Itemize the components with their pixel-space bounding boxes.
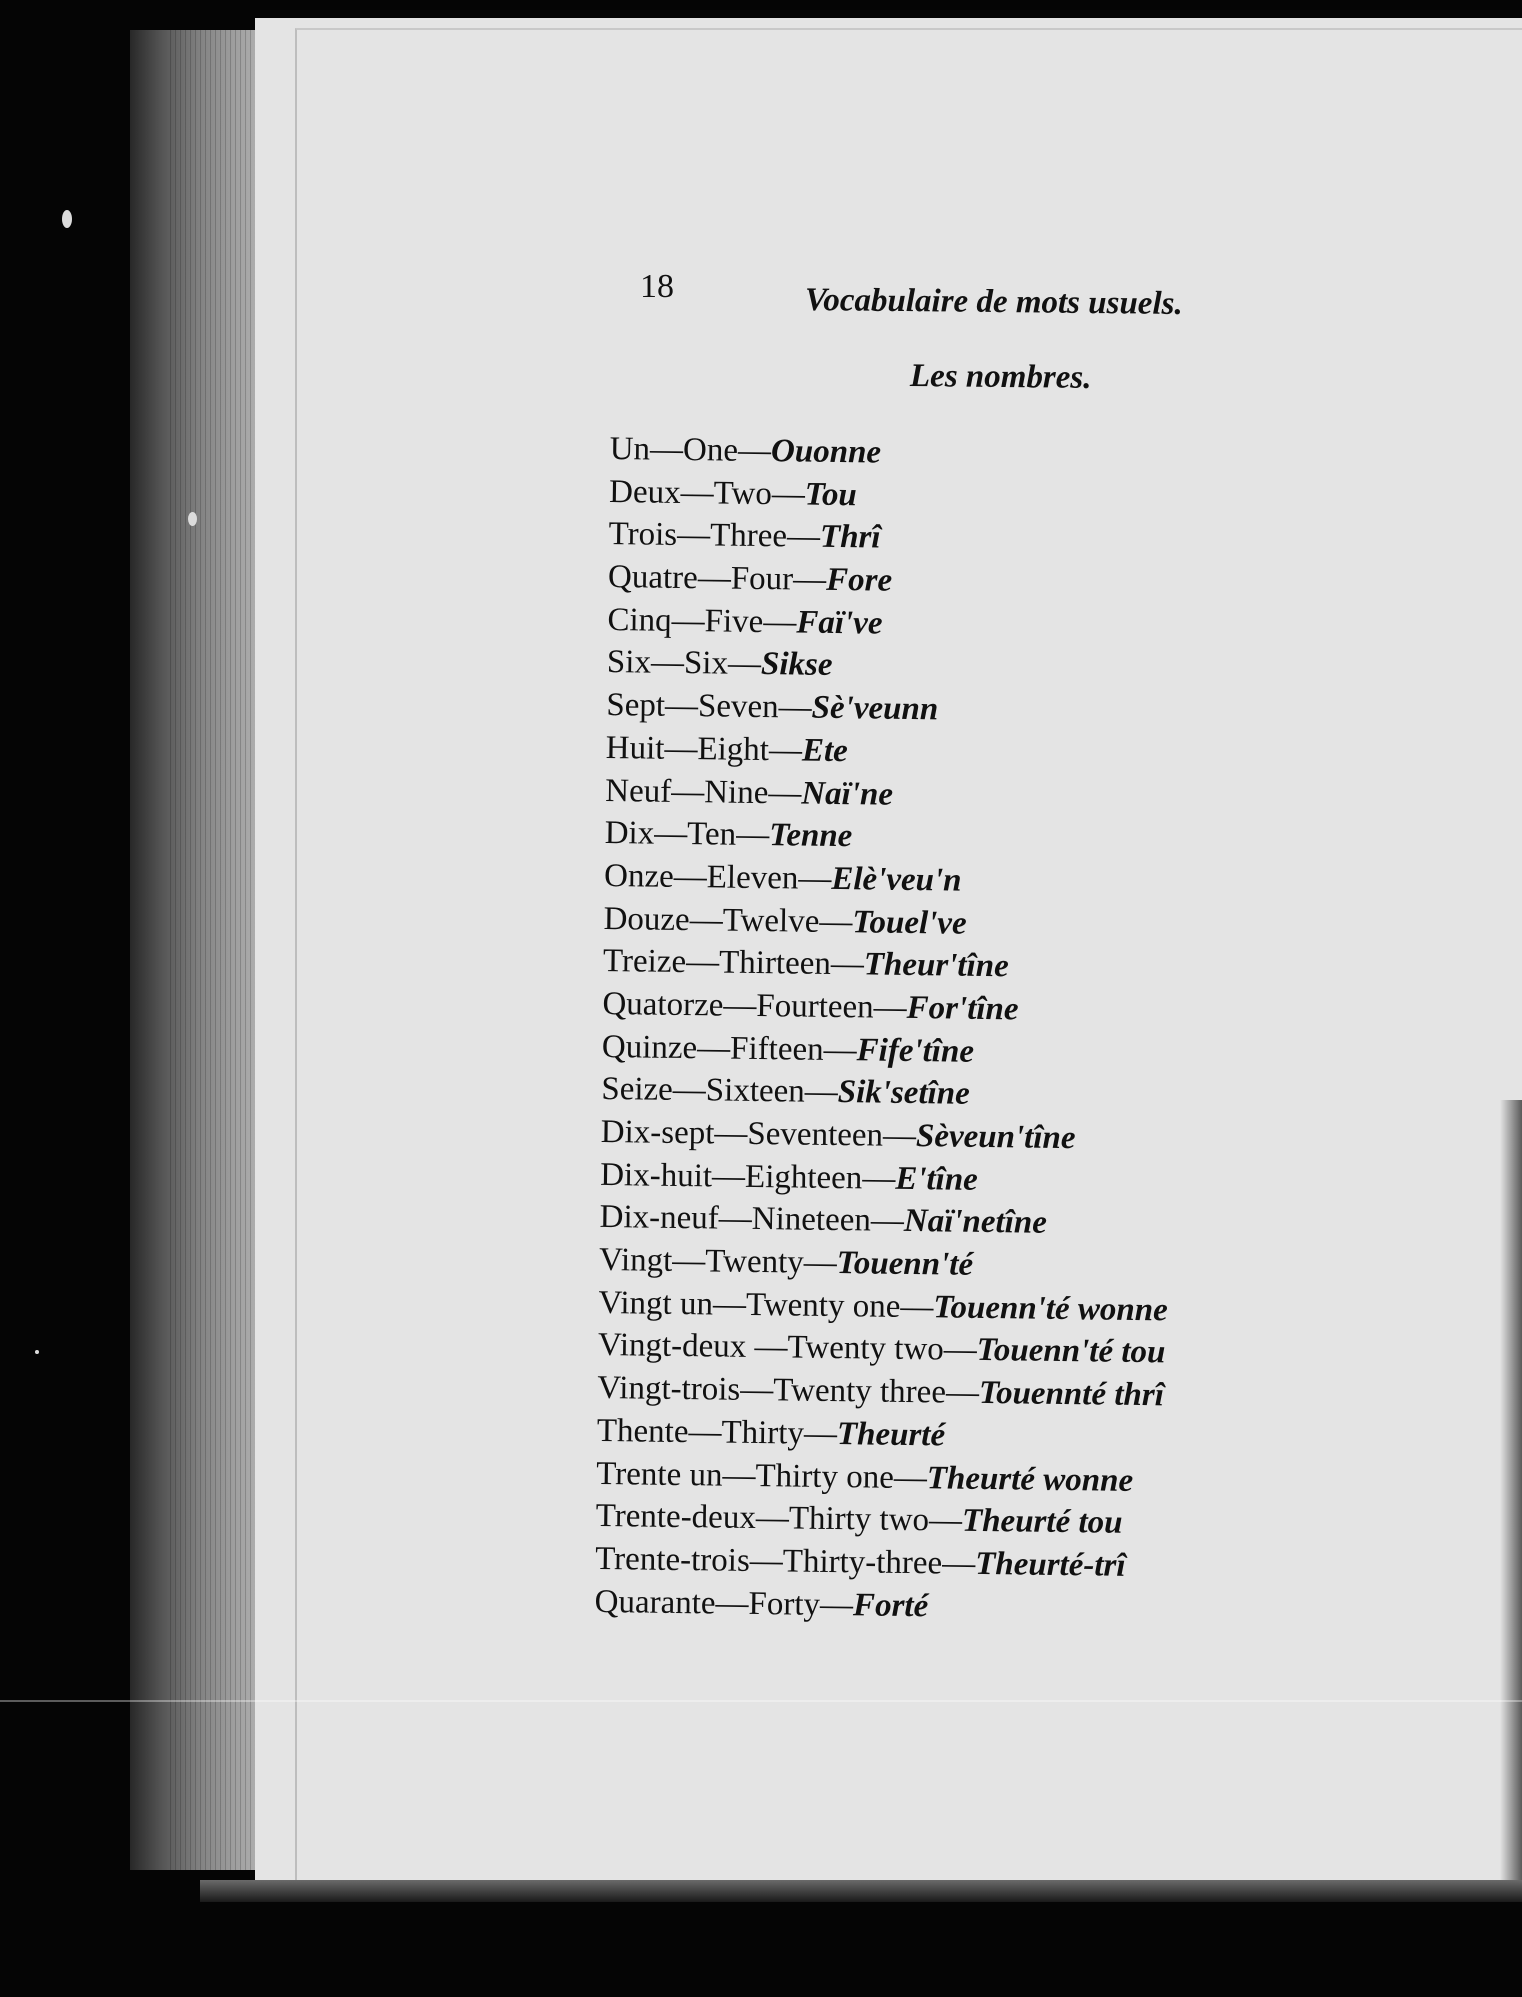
- pronunciation: Sè'veunn: [811, 689, 939, 728]
- english-word: Twenty one: [745, 1286, 901, 1325]
- pronunciation: Tenne: [768, 817, 853, 855]
- pronunciation: Touennté thrî: [978, 1375, 1165, 1414]
- dash-separator: —: [803, 1244, 838, 1282]
- dash-separator: —: [718, 1200, 753, 1238]
- dash-separator: —: [786, 518, 821, 556]
- french-word: Thente: [596, 1412, 689, 1450]
- pronunciation: Naï'ne: [801, 775, 894, 813]
- english-word: Nineteen: [751, 1201, 872, 1239]
- french-word: Dix-neuf: [599, 1199, 720, 1237]
- dust-speck: [188, 512, 197, 526]
- dash-separator: —: [688, 1413, 722, 1451]
- english-word: Four: [730, 560, 794, 598]
- page-edge-texture: [170, 30, 260, 1870]
- english-word: Ten: [686, 816, 737, 853]
- pronunciation: E'tîne: [895, 1160, 979, 1198]
- dash-separator: —: [749, 1542, 784, 1580]
- french-word: Onze: [603, 857, 675, 895]
- page-bottom-shadow: [200, 1880, 1522, 1902]
- pronunciation: Theurté wonne: [926, 1459, 1134, 1499]
- english-word: Thirteen: [718, 944, 832, 983]
- french-word: Vingt-deux: [597, 1327, 755, 1366]
- dash-separator: —: [803, 1415, 838, 1452]
- pronunciation: Theurté tou: [961, 1502, 1123, 1541]
- dash-separator: —: [671, 602, 705, 640]
- french-word: Neuf: [605, 772, 672, 810]
- dash-separator: —: [727, 646, 762, 683]
- dash-separator: —: [711, 1158, 746, 1195]
- english-word: Fourteen: [756, 987, 874, 1026]
- english-word: Two: [713, 475, 773, 512]
- vocabulary-entry: [594, 1580, 1294, 1632]
- pronunciation: Ete: [801, 732, 849, 769]
- dash-separator: —: [689, 901, 723, 939]
- dash-separator: —: [697, 560, 732, 597]
- french-word: Dix-sept: [600, 1113, 715, 1152]
- french-word: Treize: [602, 943, 687, 981]
- english-word: Thirty-three: [782, 1543, 943, 1582]
- french-word: Huit: [605, 729, 665, 767]
- french-word: Quatre: [607, 559, 699, 597]
- dash-separator: —: [649, 431, 684, 468]
- pronunciation: Touenn'té tou: [976, 1332, 1166, 1371]
- pronunciation: For'tîne: [906, 989, 1019, 1028]
- english-word: Twenty two: [787, 1329, 945, 1368]
- pronunciation: Thrî: [819, 519, 881, 556]
- dash-separator: —: [763, 603, 797, 641]
- dash-separator: —: [768, 731, 803, 769]
- dash-separator: —: [664, 730, 698, 767]
- french-word: Quinze: [601, 1028, 698, 1066]
- dash-separator: —: [768, 774, 802, 812]
- dash-separator: —: [680, 474, 714, 512]
- english-word: Nine: [703, 773, 769, 811]
- dash-separator: —: [823, 1031, 857, 1068]
- english-word: One: [682, 431, 739, 469]
- english-word: Eight: [697, 730, 770, 768]
- dash-separator: —: [941, 1545, 976, 1582]
- french-word: Sept: [606, 687, 666, 724]
- dash-separator: —: [873, 989, 907, 1026]
- dash-separator: —: [830, 946, 865, 983]
- scan-artifact-line: [0, 1700, 1522, 1702]
- pronunciation: Theurté: [836, 1415, 946, 1454]
- pronunciation: Sikse: [760, 646, 833, 684]
- pronunciation: Theur'tîne: [863, 946, 1009, 985]
- french-word: Vingt-trois: [597, 1370, 741, 1408]
- dash-separator: —: [740, 1371, 774, 1409]
- pronunciation: Touenn'té wonne: [933, 1289, 1169, 1329]
- english-word: Eleven: [706, 859, 799, 897]
- dash-separator: —: [862, 1160, 896, 1197]
- dash-separator: —: [804, 1073, 839, 1111]
- pronunciation: Fore: [825, 561, 893, 599]
- french-word: Dix-huit: [599, 1156, 713, 1195]
- pronunciation: Touel've: [852, 903, 967, 942]
- dash-separator: —: [735, 816, 770, 854]
- pronunciation: Theurté-trî: [974, 1545, 1126, 1584]
- dash-separator: —: [771, 475, 806, 513]
- dash-separator: —: [714, 1115, 748, 1152]
- dash-separator: —: [715, 1585, 749, 1622]
- french-word: Cinq: [607, 601, 672, 639]
- dash-separator: —: [672, 1072, 707, 1109]
- pronunciation: Sik'setîne: [837, 1074, 971, 1113]
- french-word: Trente-trois: [594, 1540, 751, 1579]
- french-word: Dix: [604, 815, 655, 852]
- dash-separator: —: [685, 944, 720, 981]
- dash-separator: —: [664, 687, 699, 725]
- dash-separator: —: [737, 432, 772, 470]
- pronunciation: Naï'netîne: [903, 1203, 1048, 1242]
- vocabulary-list: [594, 428, 1310, 1632]
- english-word: Twenty three: [773, 1372, 947, 1411]
- dash-separator: —: [676, 517, 711, 554]
- english-word: Sixteen: [705, 1072, 806, 1110]
- pronunciation: Tou: [804, 476, 858, 513]
- dash-separator: —: [650, 644, 685, 682]
- dash-separator: —: [754, 1329, 788, 1366]
- dash-separator: —: [819, 903, 853, 940]
- english-word: Twelve: [722, 902, 820, 940]
- english-word: Fifteen: [729, 1030, 824, 1068]
- english-word: Thirty one: [755, 1457, 895, 1496]
- french-word: Douze: [603, 900, 690, 938]
- dust-speck: [35, 1350, 39, 1354]
- dash-separator: —: [696, 1029, 731, 1067]
- dust-speck: [62, 210, 72, 228]
- dash-separator: —: [792, 561, 827, 598]
- dash-separator: —: [943, 1331, 978, 1369]
- dash-separator: —: [798, 860, 832, 897]
- french-word: Six: [606, 644, 652, 681]
- english-word: Seven: [697, 688, 779, 726]
- running-title: Vocabulaire de mots usuels.: [804, 282, 1183, 322]
- pronunciation: Sèveun'tîne: [915, 1118, 1076, 1157]
- pronunciation: Elè'veu'n: [831, 860, 962, 899]
- english-word: Six: [683, 645, 729, 683]
- french-word: Quatorze: [602, 985, 724, 1024]
- dash-separator: —: [882, 1117, 917, 1155]
- french-word: Trois: [608, 516, 678, 554]
- dash-separator: —: [653, 815, 688, 853]
- section-title: Les nombres.: [909, 358, 1092, 396]
- pronunciation: Forté: [852, 1586, 929, 1624]
- french-word: Un: [609, 430, 651, 468]
- french-word: Vingt: [598, 1241, 673, 1279]
- english-word: Thirty: [721, 1414, 805, 1452]
- english-word: Seventeen: [747, 1115, 884, 1154]
- french-word: Trente-deux: [595, 1498, 757, 1537]
- dash-separator: —: [673, 858, 708, 896]
- english-word: Forty: [748, 1585, 821, 1623]
- dash-separator: —: [819, 1586, 854, 1623]
- pronunciation: Touenn'té: [836, 1245, 974, 1283]
- dash-separator: —: [670, 773, 705, 810]
- english-word: Five: [704, 603, 764, 640]
- dash-separator: —: [945, 1374, 980, 1412]
- page-number: 18: [640, 268, 674, 305]
- english-word: Eighteen: [744, 1158, 863, 1197]
- dash-separator: —: [778, 689, 812, 726]
- french-word: Trente un: [596, 1455, 723, 1494]
- dash-separator: —: [893, 1459, 928, 1496]
- pronunciation: Ouonne: [770, 433, 882, 471]
- pronunciation: Faï've: [796, 604, 883, 642]
- french-word: Quarante: [594, 1583, 716, 1622]
- english-word: Twenty: [705, 1243, 805, 1281]
- dash-separator: —: [870, 1202, 905, 1240]
- pronunciation: Fife'tîne: [856, 1031, 975, 1070]
- dash-separator: —: [900, 1288, 934, 1326]
- dash-separator: —: [672, 1242, 706, 1280]
- english-word: Thirty two: [788, 1500, 930, 1539]
- french-word: Vingt un: [598, 1284, 714, 1323]
- dash-separator: —: [755, 1500, 790, 1537]
- dash-separator: —: [712, 1286, 747, 1323]
- dash-separator: —: [928, 1502, 963, 1539]
- french-word: Deux: [608, 473, 681, 511]
- english-word: Three: [709, 517, 788, 555]
- page-right-shadow: [1500, 1100, 1522, 1880]
- french-word: Seize: [601, 1071, 674, 1109]
- dash-separator: —: [722, 1457, 756, 1494]
- dash-separator: —: [723, 987, 757, 1024]
